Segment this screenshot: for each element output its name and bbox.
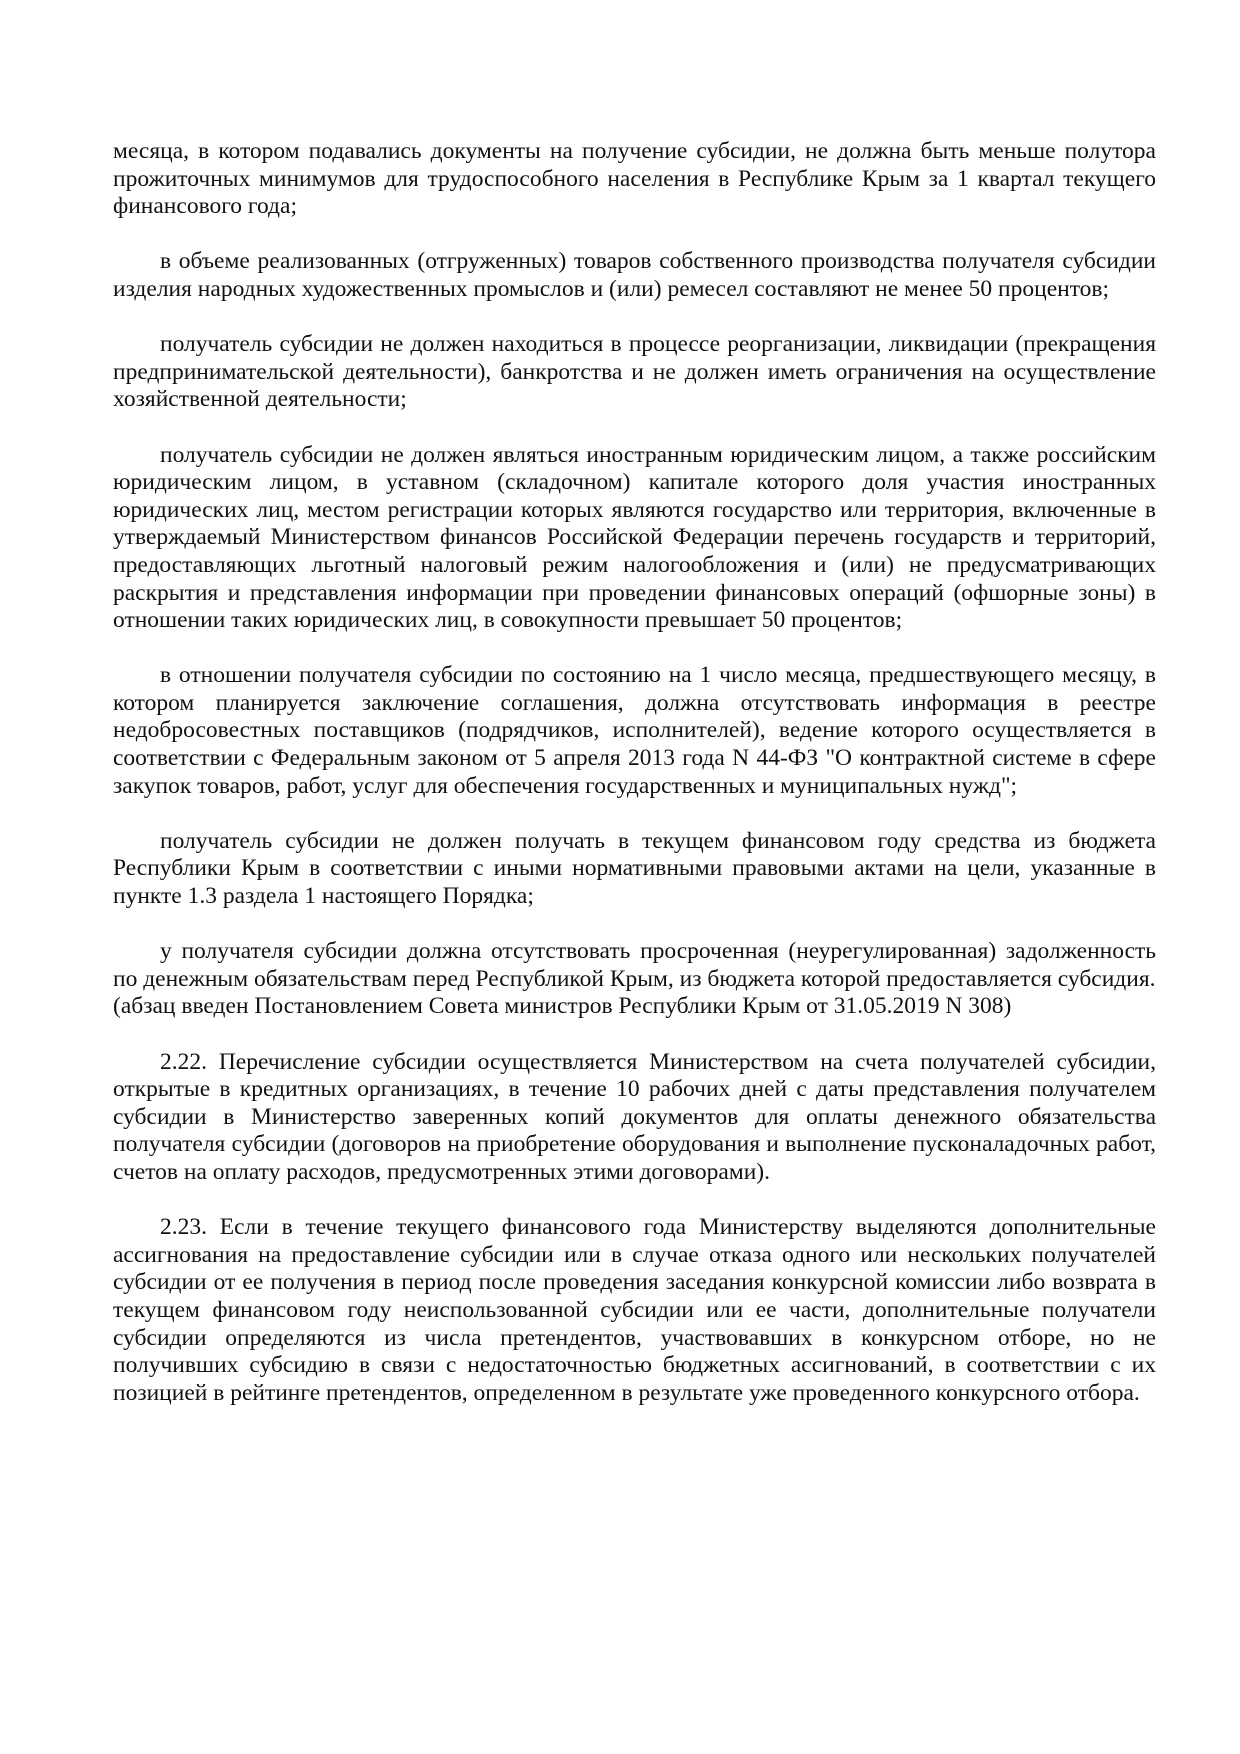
section-2-23: 2.23. Если в течение текущего финансового года Министерству выделяются дополнительные ассигнования на предоставление субсидии или в случае отказа одного или нескольких получателей субсидии от ее получения в период после проведения заседания конкурсной комиссии либо возврата в текущем финансовом году неиспользованной субсидии или ее части, дополнительные получатели субсидии определяются из числа претендентов, участвовавших в конкурсном отборе, но не получивших субсидию в связи с недостаточностью бюджетных ассигнований, в соответствии с их позицией в рейтинге претендентов, определенном в результате уже проведенного конкурсного отбора. — [113, 1214, 1156, 1406]
paragraph-sales-volume-condition: в объеме реализованных (отгруженных) товаров собственного производства получателя субсидии изделия народных художественных промыслов и (или) ремесел составляют не менее 50 процентов; — [113, 248, 1156, 302]
paragraph-other-budget-funds-condition: получатель субсидии не должен получать в текущем финансовом году средства из бюджета Республики Крым в соответствии с иными нормативными правовыми актами на цели, указанные в пункте 1.3 раздела 1 настоящего Порядка; — [113, 827, 1156, 910]
amendment-note: (абзац введен Постановлением Совета министров Республики Крым от 31.05.2019 N 308) — [113, 993, 1012, 1020]
paragraph-continuation: месяца, в котором подавались документы на получение субсидии, не должна быть меньше полутора прожиточных минимумов для трудоспособного населения в Республике Крым за 1 квартал текущего финансового года; — [113, 138, 1156, 220]
paragraph-reorganization-condition: получатель субсидии не должен находиться в процессе реорганизации, ликвидации (прекращения предпринимательской деятельности), банкротства и не должен иметь ограничения на осуществление хозяйственной деятельности; — [113, 331, 1156, 413]
paragraph-unscrupulous-suppliers-condition: в отношении получателя субсидии по состоянию на 1 число месяца, предшествующего месяцу, в котором планируется заключение соглашения, должна отсутствовать информация в реестре недобросовестных поставщиков (подрядчиков, исполнителей), ведение которого осуществляется в соответствии с Федеральным законом от 5 апреля 2013 года N 44-ФЗ "О контрактной системе в сфере закупок товаров, работ, услуг для обеспечения государственных и муниципальных нужд"; — [113, 662, 1156, 799]
paragraph-overdue-debt-condition: у получателя субсидии должна отсутствовать просроченная (неурегулированная) задолженность по денежным обязательствам перед Республикой Крым, из бюджета которой предоставляется субсидия. — [113, 938, 1156, 992]
document-page — [113, 138, 1156, 1435]
paragraph-foreign-entity-condition: получатель субсидии не должен являться иностранным юридическим лицом, а также российским юридическим лицом, в уставном (складочном) капитале которого доля участия иностранных юридических лиц, местом регистрации которых являются государство или территория, включенные в утверждаемый Министерством финансов Российской Федерации перечень государств и территорий, предоставляющих льготный налоговый режим налогообложения и (или) не предусматривающих раскрытия и представления информации при проведении финансовых операций (офшорные зоны) в отношении таких юридических лиц, в совокупности превышает 50 процентов; — [113, 441, 1156, 634]
section-2-22: 2.22. Перечисление субсидии осуществляется Министерством на счета получателей субсидии, открытые в кредитных организациях, в течение 10 рабочих дней с даты представления получателем субсидии в Министерство заверенных копий документов для оплаты денежного обязательства получателя субсидии (договоров на приобретение оборудования и выполнение пусконаладочных работ, счетов на оплату расходов, предусмотренных этими договорами). — [113, 1048, 1156, 1185]
